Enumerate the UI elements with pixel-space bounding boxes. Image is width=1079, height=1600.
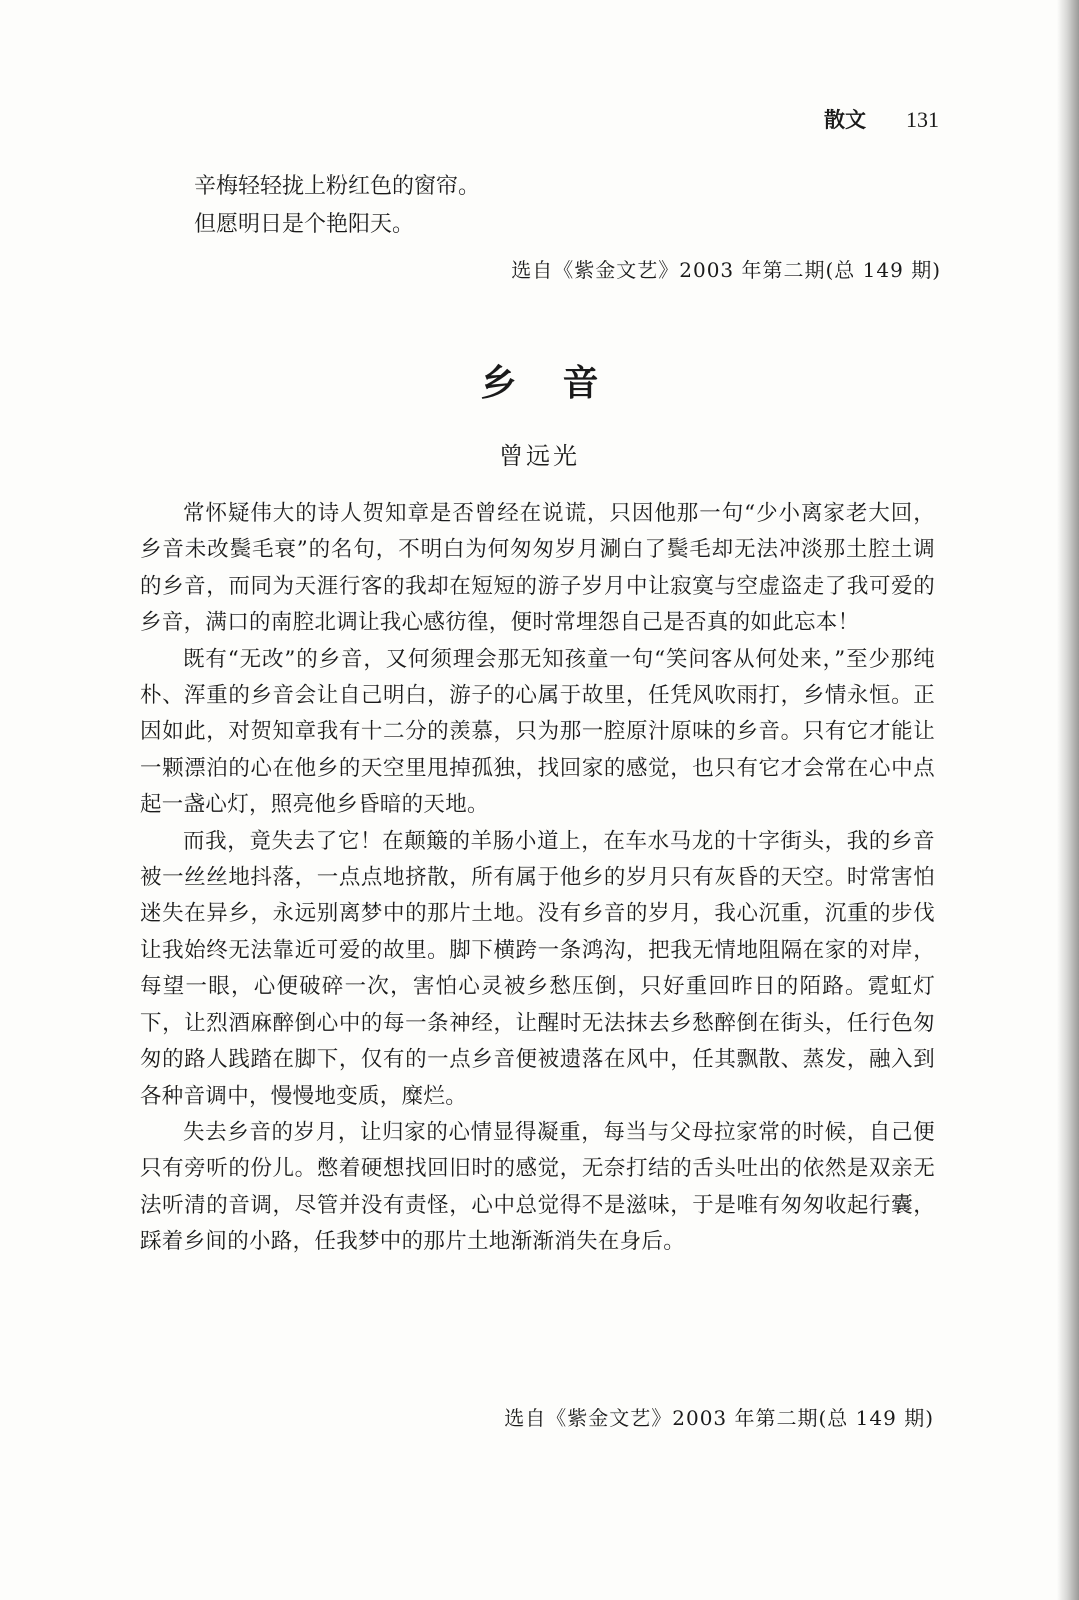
scan-edge-shadow (1057, 0, 1079, 1600)
previous-piece-source: 选自《紫金文艺》2003 年第二期(总 149 期) (511, 258, 941, 282)
body-paragraph: 既有“无改”的乡音，又何须理会那无知孩童一句“笑问客从何处来，”至少那纯朴、浑重的乡音会让自己明白，游子的心属于故里，任凭风吹雨打，乡情永恒。正因如此，对贺知章我有十二分的羡慕，只为那一腔原汁原味的乡音。只有它才能让一颗漂泊的心在他乡的天空里甩掉孤独，找回家的感觉，也只有它才会常在心中点起一盏心灯，照亮他乡昏暗的天地。 (140, 646, 935, 818)
page-number: 131 (906, 107, 939, 132)
previous-piece-line: 但愿明日是个艳阳天。 (194, 212, 415, 237)
body-paragraph: 而我，竟失去了它！在颠簸的羊肠小道上，在车水马龙的十字街头，我的乡音被一丝丝地抖落，一点点地挤散，所有属于他乡的岁月只有灰昏的天空。时常害怕迷失在异乡，永远别离梦中的那片土地。没有乡音的岁月，我心沉重，沉重的步伐让我始终无法靠近可爱的故里。脚下横跨一条鸿沟，把我无情地阻隔在家的对岸，每望一眼，心便破碎一次，害怕心灵被乡愁压倒，只好重回昨日的陌路。霓虹灯下，让烈酒麻醉倒心中的每一条神经，让醒时无法抹去乡愁醉倒在街头，任行色匆匆的路人践踏在脚下，仅有的一点乡音便被遗落在风中，任其飘散、蒸发，融入到各种音调中，慢慢地变质，糜烂。 (140, 828, 935, 1109)
article-author: 曾远光 (499, 442, 580, 470)
body-paragraph: 失去乡音的岁月，让归家的心情显得凝重，每当与父母拉家常的时候，自己便只有旁听的份儿。憋着硬想找回旧时的感觉，无奈打结的舌头吐出的依然是双亲无法听清的音调，尽管并没有责怪，心中总觉得不是滋味，于是唯有匆匆收起行囊，踩着乡间的小路，任我梦中的那片土地渐渐消失在身后。 (140, 1119, 935, 1255)
article-source: 选自《紫金文艺》2003 年第二期(总 149 期) (504, 1406, 934, 1430)
previous-piece-ending (194, 168, 480, 244)
article-body (140, 496, 935, 1261)
running-header (824, 104, 939, 134)
previous-piece-line: 辛梅轻轻拢上粉红色的窗帘。 (194, 174, 481, 199)
body-paragraph: 常怀疑伟大的诗人贺知章是否曾经在说谎，只因他那一句“少小离家老大回，乡音未改鬓毛衰”的名句，不明白为何匆匆岁月涮白了鬓毛却无法冲淡那土腔土调的乡音，而同为天涯行客的我却在短短的游子岁月中让寂寞与空虚盗走了我可爱的乡音，满口的南腔北调让我心感彷徨，便时常埋怨自己是否真的如此忘本！ (140, 501, 935, 636)
article-title: 乡音 (480, 363, 645, 404)
section-label: 散文 (824, 108, 866, 132)
